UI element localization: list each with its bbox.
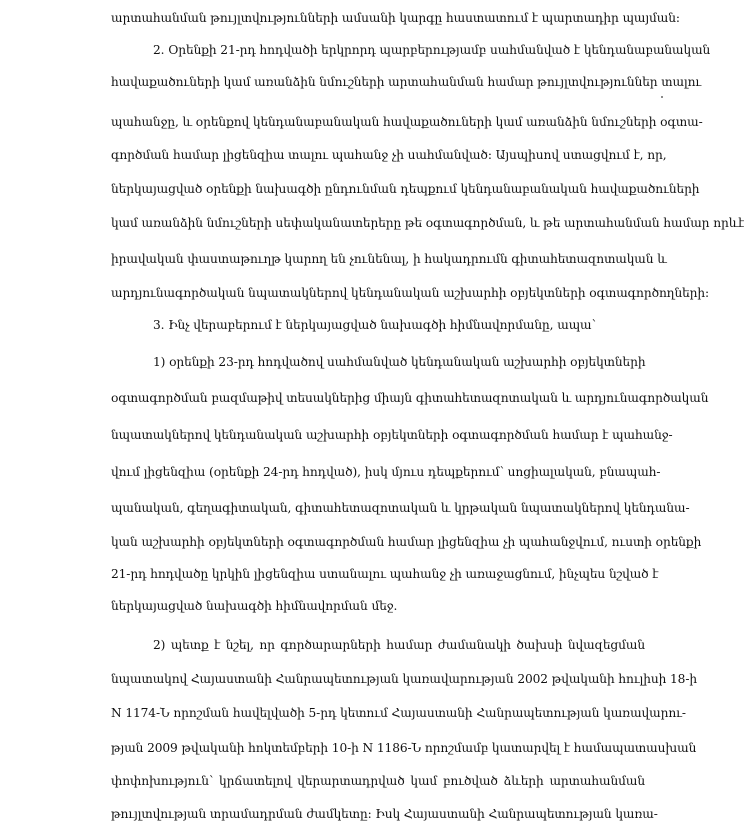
section-heading: 3. Ինչ վերաբերում է ներկայացված նախագծի հիմնավորմանը, ապա՝ xyxy=(153,318,596,332)
text-line: 2) պետք է նշել, որ գործարարների համար ժամանակի ծախսի նվազեցման xyxy=(153,638,645,652)
text-line: թույլտվության տրամադրման ժամկետը: Իսկ Հայաստանի Հանրապետության կառա- xyxy=(111,807,658,821)
text-line: ներկայացված նախագծի հիմնավորման մեջ. xyxy=(111,599,398,613)
text-line: վում լիցենզիա (օրենքի 24-րդ հոդված), իսկ մյուս դեպքերում՝ սոցիալական, բնապահ- xyxy=(111,465,661,479)
text-line: 1) օրենքի 23-րդ հոդվածով սահմանված կենդանական աշխարհի օբյեկտների xyxy=(153,355,646,369)
text-line: փոփոխություն՝ կրճատելով վերարտադրված կամ բուծված ձևերի արտահանման xyxy=(111,774,645,788)
text-line: իրավական փաստաթուղթ կարող են չունենալ, ի հակադրումն գիտահետազոտական և xyxy=(111,252,667,266)
text-line: գործման համար լիցենզիա տալու պահանջ չի սահմանված: Այսպիսով ստացվում է, որ, xyxy=(111,148,667,162)
text-line: 2. Օրենքի 21-րդ հոդվածի երկրորդ պարբերությամբ սահմանված է կենդանաբանական xyxy=(153,43,711,57)
text-line: կան աշխարհի օբյեկտների օգտագործման համար լիցենզիա չի պահանջվում, ուստի օրենքի xyxy=(111,535,702,549)
text-line: պանական, գեղագիտական, գիտահետազոտական և կրթական նպատակներով կենդանա- xyxy=(111,501,690,515)
text-line: նպատակով Հայաստանի Հանրապետության կառավարության 2002 թվականի հուլիսի 18-ի xyxy=(111,672,697,686)
text-line: արդյունագործական նպատակներով կենդանական աշխարհի օբյեկտների օգտագործողների: xyxy=(111,286,710,300)
text-line: նպատակներով կենդանական աշխարհի օբյեկտների օգտագործման համար է պահանջ- xyxy=(111,428,673,442)
text-line: օգտագործման բազմաթիվ տեսակներից միայն գիտահետազոտական և արդյունագործական xyxy=(111,391,709,405)
text-line: թյան 2009 թվականի հոկտեմբերի 10-ի N 1186-Ն որոշմամբ կատարվել է համապատասխան xyxy=(111,741,697,755)
scan-speck xyxy=(661,96,663,98)
text-line: արտահանման թույլտվությունների ամսանի կարգը հաստատում է պարտադիր պայման: xyxy=(111,11,680,25)
text-line: հավաքածուների կամ առանձին նմուշների արտահանման համար թույլտվություններ տալու xyxy=(111,75,702,89)
text-line: կամ առանձին նմուշների սեփականատերերը թե օգտագործման, և թե արտահանման համար որևէ xyxy=(111,216,744,230)
text-line: պահանջը, և օրենքով կենդանաբանական հավաքածուների կամ առանձին նմուշների օգտա- xyxy=(111,115,703,129)
text-line: 21-րդ հոդվածը կրկին լիցենզիա ստանալու պահանջ չի առաջացնում, ինչպես նշված է xyxy=(111,567,659,581)
text-line: ներկայացված օրենքի նախագծի ընդունման դեպքում կենդանաբանական հավաքածուների xyxy=(111,182,700,196)
text-line: N 1174-Ն որոշման հավելվածի 5-րդ կետում Հայաստանի Հանրապետության կառավարու- xyxy=(111,706,686,720)
